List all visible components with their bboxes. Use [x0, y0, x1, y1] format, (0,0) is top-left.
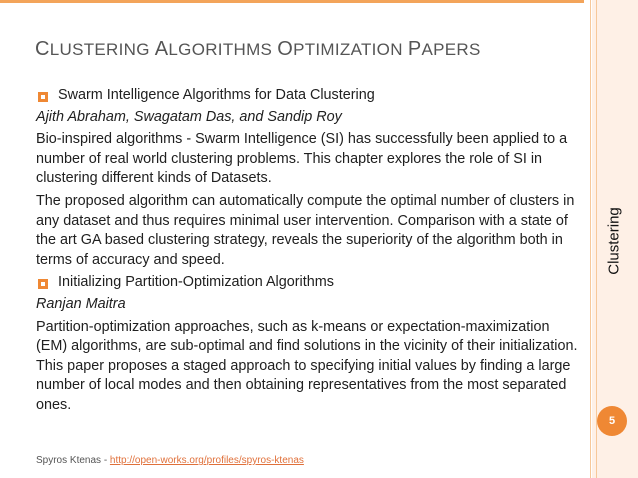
page-number-badge: 5: [597, 406, 627, 436]
footer-author: Spyros Ktenas -: [36, 455, 110, 466]
slide-title: [35, 38, 580, 61]
paper-authors: Ajith Abraham, Swagatam Das, and Sandip Roy: [36, 108, 342, 125]
title-word-initial: O: [277, 38, 294, 60]
paper-abstract-paragraph: Bio-inspired algorithms - Swarm Intelligence (SI) has successfully been applied to a number of real world clustering problems. This chapter explores the role of SI in clustering different kinds of Datasets.: [36, 131, 568, 187]
slide-body: [36, 86, 581, 416]
paper-abstract-paragraph: The proposed algorithm can automatically compute the optimal number of clusters in any dataset and thus requires minimal user intervention. Comparison with a state of the art GA based clustering strategy, reveals the superiority of the algorithm both in terms of accuracy and speed.: [36, 192, 575, 268]
title-word-rest: APERS: [421, 40, 481, 59]
title-word-rest: LGORITHMS: [168, 40, 278, 59]
side-divider-line: [596, 0, 597, 478]
title-word-initial: A: [154, 38, 169, 60]
paper-abstract-paragraph: Partition-optimization approaches, such as k-means or expectation-maximization (EM) algorithms, are sub-optimal and find solutions in the vicinity of their initialization. This paper proposes a staged approach to specifying initial values by finding a large number of local modes and then obtaining representatives from the most separated ones.: [36, 318, 578, 413]
footer-profile-link[interactable]: http://open-works.org/profiles/spyros-ktenas: [109, 455, 304, 466]
title-word-rest: LUSTERING: [49, 40, 155, 59]
slide-footer: [36, 455, 304, 466]
paper-bullet: [36, 86, 581, 106]
square-bullet-icon: [38, 279, 48, 289]
title-word-rest: PTIMIZATION: [293, 40, 408, 59]
side-section-label: Clustering: [605, 207, 623, 275]
paper-authors: Ranjan Maitra: [36, 295, 126, 312]
square-bullet-icon: [38, 92, 48, 102]
top-accent-bar: [0, 0, 584, 3]
paper-title: Initializing Partition-Optimization Algorithms: [58, 274, 334, 291]
side-divider-line: [590, 0, 591, 478]
title-word-initial: P: [407, 38, 422, 60]
paper-title: Swarm Intelligence Algorithms for Data Clustering: [58, 87, 375, 103]
paper-bullet: [36, 273, 581, 293]
title-word-initial: C: [35, 38, 50, 60]
